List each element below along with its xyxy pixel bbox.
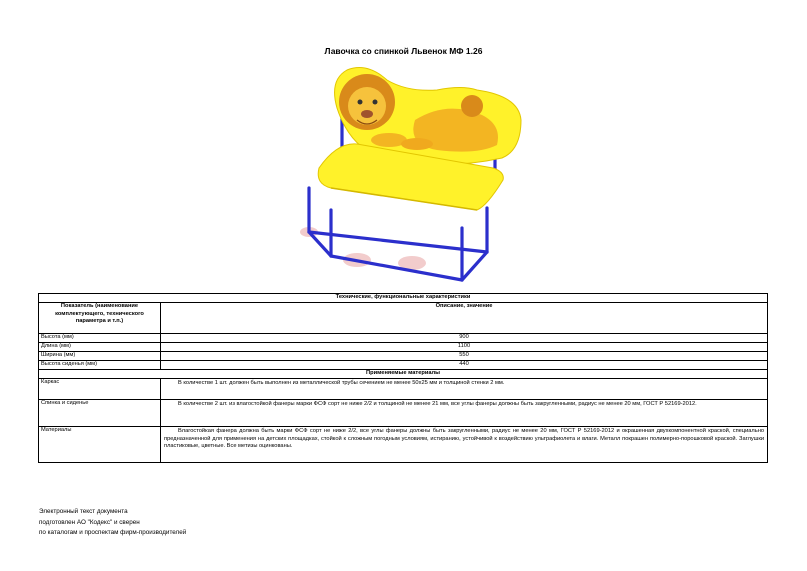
table-row <box>39 379 768 400</box>
row-value: 550 <box>161 352 768 361</box>
row-value: 1100 <box>161 343 768 352</box>
bench-illustration <box>297 60 533 288</box>
document-title: Лавочка со спинкой Львенок МФ 1.26 <box>324 46 483 56</box>
header-value: Описание, значение <box>161 303 768 334</box>
section-row-materials <box>39 370 768 379</box>
spec-table <box>38 293 768 463</box>
table-row <box>39 400 768 427</box>
section-heading-materials: Применяемые материалы <box>39 370 768 379</box>
table-row <box>39 361 768 370</box>
header-param: Показатель (наименование комплектующего, технического параметра и т.п.) <box>39 303 161 334</box>
row-param: Длина (мм) <box>39 343 161 352</box>
table-row <box>39 334 768 343</box>
footer-line: подготовлен АО "Кодекс" и сверен <box>39 518 140 526</box>
footer-line: Электронный текст документа <box>39 508 128 515</box>
table-row <box>39 352 768 361</box>
table-row <box>39 343 768 352</box>
material-param: Каркас <box>39 379 161 400</box>
row-param: Высота сиденья (мм) <box>39 361 161 370</box>
table-header-row <box>39 303 768 334</box>
row-value: 900 <box>161 334 768 343</box>
document-footer <box>39 507 186 539</box>
material-param: Спинка и сиденье <box>39 400 161 427</box>
row-param: Высота (мм) <box>39 334 161 343</box>
material-value: В количестве 1 шт. должен быть выполнен из металлической трубы сечением не менее 50х25 мм и толщиной стенки 2 мм. <box>161 379 768 400</box>
material-param: Материалы <box>39 427 161 463</box>
table-row <box>39 427 768 463</box>
row-value: 440 <box>161 361 768 370</box>
footer-line: по каталогам и проспектам фирм-производителей <box>39 529 187 537</box>
row-param: Ширина (мм) <box>39 352 161 361</box>
material-value: В количестве 2 шт. из влагостойкой фанеры марки ФСФ сорт не ниже 2/2 и толщиной не менее 21 мм, все углы фанеры должны быть закругленными, радиус не менее 20 мм, ГОСТ Р 52169-2012. <box>161 400 768 427</box>
section-heading-tech: Технические, функциональные характеристики <box>39 294 768 303</box>
section-row-tech <box>39 294 768 303</box>
material-value: Влагостойкая фанера должна быть марки ФСФ сорт не ниже 2/2, все углы фанеры должны быть закругленными, радиус не менее 20 мм, ГОСТ Р 52169-2012 и окрашенная двухкомпонентной краской, специально предназначенной для применения на детских площадках, стойкой к сложным погодным условиям, истиранию, устойчивой к воздействию ультрафиолета и влаги. Металл покрашен полимерно-порошковой краской. Заглушки пластиковые, цветные. Все метизы оцинкованы. <box>161 427 768 463</box>
